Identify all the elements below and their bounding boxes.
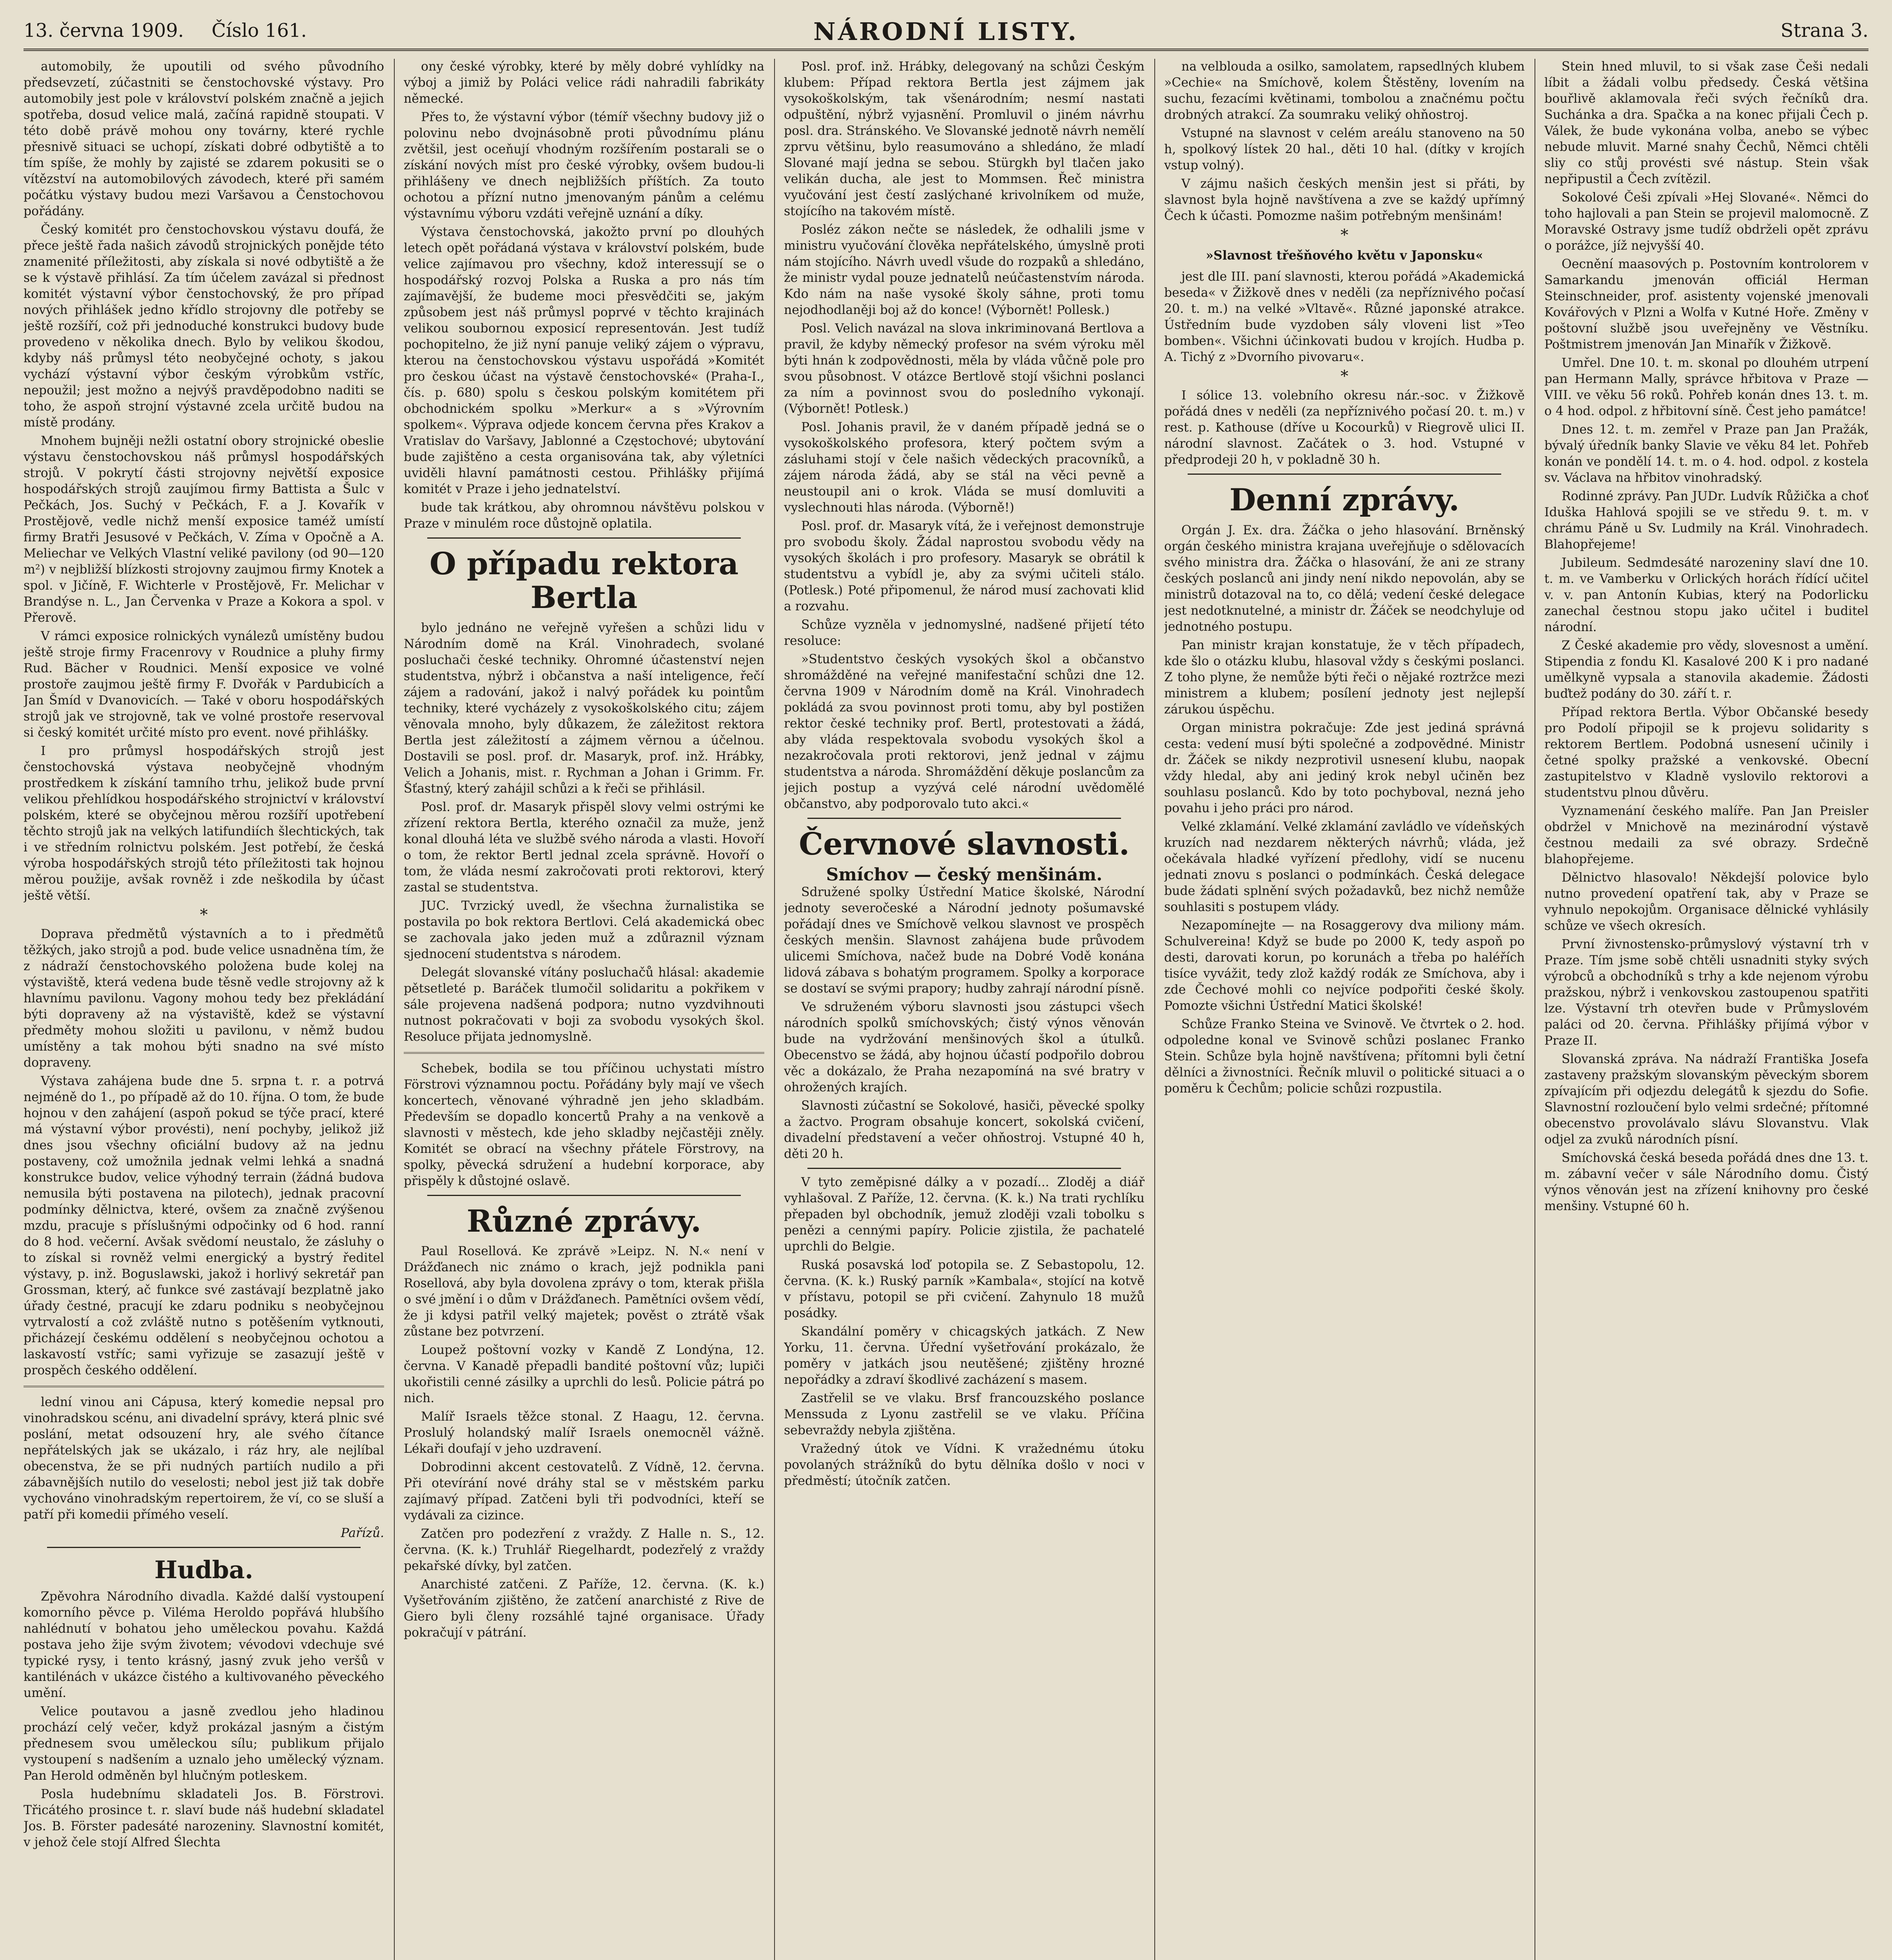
- paragraph: bude tak krátkou, aby ohromnou návštěvu polskou v Praze v minulém roce důstojně oplatila.: [404, 501, 764, 531]
- divider: [47, 1547, 361, 1548]
- divider: [24, 1386, 384, 1387]
- paragraph: ony české výrobky, které by měly dobré vyhlídky na výboj a jimiž by Poláci velice rádi nahradili fabrikáty německé.: [404, 60, 764, 106]
- paragraph: bylo jednáno ne veřejně vyřešen a schůzi lidu v Národním domě na Král. Vinohradech, svolané posluchači české techniky. Ohromné účastenství nejen studentstva, nýbrž i občanstva a naší inteligence, řečí zájem a radování, jakož i nalvý pořádek ku pointům techniky, které vycházely z vysokoškolského citu; zájem věnovala mnoho, byly důkazem, že záležitost rektora Bertla jest záležitostí a zájmem věrnou a účelnou. Dostavili se posl. prof. dr. Masaryk, prof. inž. Hrábky, Velich a Johanis, mist. r. Rychman a Johan i Grimm. Fr. Šťastný, který zahájil schůzi a k řeči se přihlásil.: [404, 621, 764, 796]
- paragraph: Dnes 12. t. m. zemřel v Praze pan Jan Pražák, bývalý úředník banky Slavie ve věku 84 let. Pohřeb konán ve pondělí 14. t. m. o 4. hod. odpol. z kostela sv. Václava na hřbitov vinohradský.: [1544, 423, 1868, 485]
- paragraph: Schůze vyzněla v jednomyslné, nadšené přijetí této resoluce:: [784, 618, 1145, 648]
- divider: [404, 1052, 764, 1054]
- paragraph: Anarchisté zatčeni. Z Paříže, 12. června. (K. k.) Vyšetřováním zjištěno, že zatčení anarchisté z Rive de Giero byli členy rozsáhlé tajné organisace. Úřady pokračují v pátrání.: [404, 1577, 764, 1640]
- paragraph: Sokolové Češi zpívali »Hej Slované«. Němci do toho hajlovali a pan Stein se projevil malomocně. Z Moravské Ostravy jsme tudíž obdrželi opět zprávu o porážce, jíž nejvyšší 40.: [1544, 191, 1868, 253]
- divider: [807, 818, 1121, 819]
- paragraph: Výstava zahájena bude dne 5. srpna t. r. a potrvá nejméně do 1., po případě až do 10. října. O tom, že bude hojnou v den zahájení (aspoň pokud se týče prací, které má výstavní výbor provésti), není pochyby, jelikož již dnes jsou všechny oficiální budovy až na jednu postaveny, což umožnila jednak velmi lehká a snadná konstrukce budov, velice výhodný terrain (žádná budova nemusila býti postavena na pilotech), jednak pracovní podmínky dělnictva, které, ovšem za značně zvýšenou mzdu, pracuje s příslušnými odpočinky od 6 hod. ranní do 8 hod. večerní. Avšak svědomí neustalo, že zásluhy o to získal si rovněž velmi energický a bystrý ředitel výstavy, p. inž. Boguslawski, jakož i horlivý sekretář pan Grossman, který, ač funkce své zastávají bezplatně jako úřady čestné, pracují ke zdaru podniku s neobyčejnou vytrvalostí a což zvláště nutno s potěšením vytknouti, přicházejí českému oddělení s neobyčejnou ochotou a laskavostí vstříc; sami vyřizuje se zasazují ještě v prospěch českého oddělení.: [24, 1074, 384, 1377]
- paragraph: Pan ministr krajan konstatuje, že v těch případech, kde šlo o otázku klubu, hlasoval vždy s českými poslanci. Z toho plyne, že nemůže býti řeči o nějaké roztržce mezi ministrem a klubem; posílení jednoty jest nejlepší zárukou úspěchu.: [1164, 638, 1525, 717]
- paragraph: na velblouda a osilko, samolatem, rapsedlných klubem »Cechie« na Smíchově, kolem Štěstěny, lovením na suchu, fezacími květinami, tombolou a značnému počtu drobných atrakcí. Za soumraku veliký ohňostroj.: [1164, 60, 1525, 122]
- paragraph: Organ ministra pokračuje: Zde jest jediná správná cesta: vedení musí býti společné a zodpovědné. Ministr dr. Žáček se nikdy nezprotivil usnesení klubu, naopak vždy hledal, aby ani jediný krok nebyl učiněn bez souhlasu poslanců. Kdo by toto pochyboval, nezná jeho povahu i jeho práci pro národ.: [1164, 720, 1525, 815]
- section-star-divider: *: [200, 906, 208, 924]
- paragraph: Případ rektora Bertla. Výbor Občanské besedy pro Podolí připojil se k projevu solidarity s rektorem Bertlem. Podobná usnesení učinily i četné spolky pražské a venkovské. Obecní zastupitelstvo v Kladně vyslovilo rektorovi a studentstvu plnou důvěru.: [1544, 705, 1868, 800]
- paragraph: Posléz zákon nečte se následek, že odhalili jsme v ministru vyučování člověka nepřátelského, úmyslně proti nám stojícího. Návrh uvedl všude do rozpaků a shledáno, že ministr vydal pouze jednatelů neúčastenstvím národa. Kdo nám na naše vysoké školy sáhne, proti tomu nejodhodlaněji boj až do konce! (Výbornět! Pollesk.): [784, 223, 1145, 317]
- date-text: 13. června 1909.: [24, 20, 184, 42]
- paragraph: Výstava čenstochovská, jakožto první po dlouhých letech opět pořádaná výstava v království polském, bude velice zajímavou pro všechny, kdož interessují se o hospodářský rozvoj Polska a Ruska a pro nás tím zajímavější, že budeme moci přesvědčiti se, jakým způsobem jest náš průmysl poprvé v těchto krajinách velikou soubornou exposicí representován. Jest tudíž pochopitelno, že již nyní panuje veliký zájem o výpravu, kterou na čenstochovskou výstavu uspořádá »Komitét pro českou účast na výstavě čenstochovské« (Praha-I., čís. p. 680) spolu s českou polským komitétem při obchodnickém spolku »Merkur« a s »Výrovním spolkem«. Výprava odjede koncem června přes Krakov a Vratislav do Varšavy, Jablonné a Częstochové; ubytování bude zajištěno a cesta organisována tak, aby výletníci uviděli hlavní památnosti cestou. Přihlášky přijímá komitét v Praze i jeho jednatelství.: [404, 225, 764, 496]
- paragraph: Z České akademie pro vědy, slovesnost a umění. Stipendia z fondu Kl. Kasalové 200 K i pro nadané umělkyně vypsala a stanovila akademie. Žádosti buďtež podány do 30. září t. r.: [1544, 639, 1868, 701]
- column-rule: [394, 59, 395, 1960]
- paragraph: Vstupné na slavnost v celém areálu stanoveno na 50 h, spolkový lístek 20 hal., děti 10 hal. (dítky v krojích vstup volný).: [1164, 126, 1525, 172]
- paragraph: Zastřelil se ve vlaku. Brsf francouzského poslance Menssuda z Lyonu zastřelil se ve vlaku. Příčina sebevraždy nebyla zjištěna.: [784, 1391, 1145, 1437]
- paragraph: Schebek, bodila se tou příčinou uchystati místro Förstrovi významnou poctu. Pořádány byly mají ve všech koncertech, věnované výhradně jen jeho skladbám. Především se dopadlo koncertů Prahy a na venkově a slavnosti v městech, kde jeho skladby nejčastěji zněly. Komitét se obrací na všechny přátele Förstrovy, na spolky, pěvecká sdružení a hudební korporace, aby přispěly k důstojné oslavě.: [404, 1061, 764, 1188]
- section-title-news: Různé zprávy.: [466, 1203, 702, 1239]
- paragraph: jest dle III. paní slavnosti, kterou pořádá »Akademická beseda« v Žižkově dnes v neděli (za nepříznivého počasí 20. t. m.) na velké »Vltavě«. Různé japonské atrakce. Ústředním bude vyzdoben sály vloveni list »Teo bomben«. Všichni účinkovati budou v krojích. Hudba p. A. Tichý z »Dvorního pivovaru«.: [1164, 270, 1525, 364]
- paragraph: Sdružené spolky Ústřední Matice školské, Národní jednoty severočeské a Národní jednoty pošumavské pořádají dnes ve Smíchově velkou slavnost ve prospěch českých menšin. Slavnost zahájena bude průvodem ulicemi Smíchova, načež bude na Dobré Vodě konána lidová zábava s bohatým programem. Spolky a korporace se dostaví se svými prapory; hudby zahrají národní písně.: [784, 885, 1145, 996]
- paragraph: V rámci exposice rolnických vynálezů umístěny budou ještě stroje firmy Fracenrovy v Roudnice a pluhy firmy Rud. Bächer v Roudnici. Menší exposice ve volné prostoře zaujmou ještě firmy F. Dvořák v Pardubicích a Jan Šmíd v Dvanovicích. — Také v oboru hospodářských strojů jak ve strojovně, tak ve volné prostoře reservoval si český komitét určité místo pro event. nové přihlášky.: [24, 629, 384, 740]
- paragraph: Vyznamenání českého malíře. Pan Jan Preisler obdržel v Mnichově na mezinárodní výstavě čestnou medaili za své obrazy. Srdečně blahopřejeme.: [1544, 804, 1868, 866]
- paragraph: Slavnosti zúčastní se Sokolové, hasiči, pěvecké spolky a žactvo. Program obsahuje koncert, sokolská cvičení, divadelní představení a večer ohňostroj. Vstupné 40 h, děti 20 h.: [784, 1098, 1145, 1161]
- paragraph: Orgán J. Ex. dra. Žáčka o jeho hlasování. Brněnský orgán českého ministra krajana uveřejňuje o sdělovacích svého ministra dra. Žáčka o hlasování, že ani ze strany českých poslanců ani jindy není nikdo nepovolán, aby se ministrů dotazoval na to, co dělá; vedení české delegace jest nedotknutelné, a ministr dr. Žáček se neodchyluje od jednotného postupu.: [1164, 523, 1525, 634]
- paragraph: Posla hudebnímu skladateli Jos. B. Förstrovi. Třicátého prosince t. r. slaví bude náš hudební skladatel Jos. B. Förster padesáté narozeniny. Slavnostní komitét, v jehož čele stojí Alfred Ślechta: [24, 1787, 384, 1850]
- paragraph: Ruská posavská loď potopila se. Z Sebastopolu, 12. června. (K. k.) Ruský parník »Kambala«, stojící na kotvě v přístavu, potopil se při cvičení. Zahynulo 18 mužů posádky.: [784, 1258, 1145, 1320]
- column-rule: [774, 59, 775, 1960]
- paragraph: JUC. Tvrzický uvedl, že všechna žurnalistika se postavila po bok rektora Bertlovi. Celá akademická obec se zachovala jako jeden muž a zdůraznil význam sjednocení studentstva s národem.: [404, 898, 764, 961]
- divider: [807, 1168, 1121, 1169]
- divider: [427, 537, 741, 539]
- column-rule: [1154, 59, 1155, 1960]
- paragraph: Rodinné zprávy. Pan JUDr. Ludvík Růžička a choť Iduška Hahlová spojili se ve středu 9. t. m. v chrámu Páně u Sv. Ludmily na Král. Vinohradech. Blahopřejeme!: [1544, 489, 1868, 552]
- section-star-divider: *: [1341, 367, 1348, 385]
- section-title-bertl: O případu rektora Bertla: [429, 546, 739, 615]
- column-4: [1164, 59, 1525, 1960]
- paragraph: V zájmu našich českých menšin jest si přáti, by slavnost byla hojně navštívena a zve se každý upřímný Čech k účasti. Pomozme našim potřebným menšinám!: [1164, 177, 1525, 223]
- paragraph: Posl. Johanis pravil, že v daném případě jedná se o vysokoškolského profesora, který počtem svým a zásluhami stojí v čele našich vědeckých pracovníků, a zájem národa žádá, aby se stál na věci pevně a neustoupil ani o krok. Vláda se musí domluviti a vyslechnouti hlas národa. (Výborně!): [784, 420, 1145, 515]
- paragraph: Posl. Velich navázal na slova inkriminovaná Bertlova a pravil, že kdyby německý profesor na svém výroku měl býti hnán k zodpovědnosti, měla by vláda vůčně pole pro svou působnost. V otázce Bertlově stojí všichni poslanci za ním a povinnost svou do posledního vykonají. (Výbornět! Potlesk.): [784, 321, 1145, 416]
- paragraph: Oecnění maasových p. Postovním kontrolorem v Samarkandu jmenován officiál Herman Steinschneider, prof. asistenty vojenské jmenovali Kovářových v Plzni a Wolfa v Kutné Hoře. Změny v poštovní službě jsou uveřejněny ve Věstníku. Poštmistrem jmenován Jan Minařík v Žižkově.: [1544, 257, 1868, 352]
- columns-area: [24, 59, 1868, 1960]
- paragraph: I pro průmysl hospodářských strojů jest čenstochovská výstava neobyčejně vhodným prostředkem k získání tamního trhu, jelikož bude první velikou přehlídkou hospodářského strojnictví v království polském, které se obyčejnou měrou rozšíří upotřebení těchto strojů jak na velkých latifundiích šlechtických, tak i ve středním rolnictvu polském. Jest potřebí, že česká výroba hospodářských strojů této příležitosti tak hojnou měrou použije, avšak rovněž i zde neškodila by účast ještě větší.: [24, 744, 384, 903]
- paragraph: lední vinou ani Cápusa, který komedie nepsal pro vinohradskou scénu, ani divadelní správy, která plnic své poslání, metat odsouzení hry, ale svého čítance nepřátelských jak se ukázalo, i ráz hry, ale nejlíbal obecenstva, že se při nudných partiích nudilo a při zábavnějších nutilo do veselosti; nebol jest již tak dobře vychováno vinohradským repertoirem, že ví, co se sluší a patří při komedii přímého veselí.: [24, 1395, 384, 1522]
- paragraph: Zatčen pro podezření z vraždy. Z Halle n. S., 12. června. (K. k.) Truhlář Riegelhardt, podezřelý z vraždy pekařské dívky, byl zatčen.: [404, 1527, 764, 1573]
- divider: [427, 1195, 741, 1196]
- paragraph: »Studentstvo českých vysokých škol a občanstvo shromážděné na veřejné manifestační schůzi dne 12. června 1909 v Národním domě na Král. Vinohradech pokládá za svou povinnost proti tomu, aby byl postižen rektor české techniky prof. Bertl, protestovati a žádá, aby vláda respektovala svobodu vysokých škol a nezakročovala proti rektorovi, jenž jednal v zájmu studentstva a národa. Shromáždění děkuje poslancům za jejich postup a vyzývá celé národní uvědomělé občanstvo, aby podporovalo tuto akci.«: [784, 652, 1145, 811]
- paragraph: Malíř Israels těžce stonal. Z Haagu, 12. června. Proslulý holandský malíř Israels onemocněl vážně. Lékaři doufají v jeho uzdravení.: [404, 1410, 764, 1456]
- paragraph: První živnostensko-průmyslový výstavní trh v Praze. Tím jsme sobě chtěli usnadniti styky svých výrobců a obchodníků s trhy a kde nejenom výrobu pražskou, nýbrž i venkovskou zastoupenou spatřiti lze. Výstavní trh otevřen bude v Průmyslovém paláci od 20. června. Přihlášky přijímá výbor v Praze II.: [1544, 937, 1868, 1048]
- column-5: [1544, 59, 1868, 1960]
- paragraph: Český komitét pro čenstochovskou výstavu doufá, že přece ještě řada našich závodů strojnických ponějde této znamenité příležitosti, aby získala si nové odbytiště a že se k výstavě přihlásí. Za tím účelem zavázal si přednost komitét výstavní výbor čenstochovský, že pro případ nových přihlášek jedno křídlo strojovny dle potřeby se ještě rozšíří, což při jednoduché konstrukci budovy bude provedeno v několika dnech. Bylo by velikou škodou, kdyby náš průmysl této neobyčejné ochoty, s jakou vychází výstavní výbor českým výrobkům vstříc, nepoužil; jest možno a nejvýš pravděpodobno naditi se toho, že aspoň strojní výstavné zcela určitě budou na místě prodány.: [24, 223, 384, 430]
- paragraph: Mnohem bujněji nežli ostatní obory strojnické obeslie výstavu čenstochovskou náš průmysl hospodářských strojů. V pokrytí části strojovny největší exposice hospodářských strojů zaujímou firmy Battista a Šulc v Pečkách, Jos. Suchý v Pečkách, F. a J. Kovařík v Prostějově, vedle nichž menší exposice taméž umístí firmy Bratři Jesusové v Pečkách, V. Zíma v Opočně a A. Meliechar ve Velkých Vlastní veliké pavilony (od 90—120 m²) v nejbližší blízkosti strojovny zaujmou firmy Knotek a spol. v Jičíně, F. Wichterle v Prostějově, Fr. Melichar v Brandýse n. L., Jan Červenka v Praze a Kokora a spol. v Přerově.: [24, 434, 384, 625]
- paragraph: Nezapomínejte — na Rosaggerovy dva miliony mám. Schulvereina! Když se bude po 2000 K, tedy aspoň po desti, darovati korun, po korunách a třeba po haléřích tisíce vyvážit, tedy zlož každý rodák ze Smíchova, aby i zde Čechové mohli co nejvíce podpořiti české školy. Pomozte všichni Ústřední Matici školské!: [1164, 918, 1525, 1013]
- paragraph: automobily, že upoutili od svého původního předsevzetí, zúčastniti se čenstochovské výstavy. Pro automobily jest pole v království polském značně a jejich spotřeba, dosud velice malá, začíná rapidně stoupati. V této době právě mohou ony továrny, které rychle přesnivě situaci se uchopí, získati dobré odbytiště a to tím spíše, že mohly by zajisté se zdarem pokusiti se o vítězství na automobilových závodech, které při samém počátku výstavy budou mezi Varšavou a Čenstochovou pořádány.: [24, 60, 384, 218]
- paragraph: Posl. prof. inž. Hrábky, delegovaný na schůzi Českým klubem: Případ rektora Bertla jest zájmem jak vysokoškolským, tak všenárodním; nesmí nastati odpuštění, nýbrž vyjasnění. Promluvil o jiném návrhu posl. dra. Stránského. Ve Slovanské jednotě návrh nemělí zprvu většinu, bylo reasumováno a shledáno, že mladí Slované mají jedna se sebou. Stürgkh byl tlačen jako velikán ducha, ale jest to Mommsen. Řeč ministra vyučování jest čestí zaslýchané krivolníkem od muže, stojícího na takovém místě.: [784, 60, 1145, 218]
- paragraph: Ve sdruženém výboru slavnosti jsou zástupci všech národních spolků smíchovských; čistý výnos věnován bude na vydržování menšinových škol a útulků. Obecenstvo se žádá, aby hojnou účastí podpořilo dobrou věc a dokázalo, že Praha nezapomíná na své bratry v ohrožených krajích.: [784, 1000, 1145, 1094]
- paragraph: Loupež poštovní vozky v Kandě Z Londýna, 12. června. V Kanadě přepadli bandité poštovní vůz; lupiči ukořistili cenné zásilky a uprchli do lesů. Policie pátrá po nich.: [404, 1343, 764, 1406]
- paragraph: Umřel. Dne 10. t. m. skonal po dlouhém utrpení pan Hermann Mally, správce hřbitova v Praze — VIII. ve věku 56 roků. Pohřeb konán dnes 13. t. m. o 4 hod. odpol. z hřbitovní síně. Čest jeho památce!: [1544, 356, 1868, 418]
- paragraph: Dobrodinni akcent cestovatelů. Z Vídně, 12. června. Při otevírání nové dráhy stal se v městském parku zajímavý případ. Zatčeni byli tři podvodníci, kteří se vydávali za cizince.: [404, 1460, 764, 1523]
- subsection-title: Smíchov — český menšinám.: [826, 864, 1103, 885]
- paragraph: Schůze Franko Steina ve Svinově. Ve čtvrtek o 2. hod. odpoledne konal ve Svinově schůzi poslanec Franko Stein. Schůze byla hojně navštívena; přítomni byli četní dělníci a živnostníci. Řečník mluvil o politické situaci a o poměru k Čechům; policie schůzi rozpustila.: [1164, 1017, 1525, 1096]
- column-2: [404, 59, 764, 1960]
- column-3: [784, 59, 1145, 1960]
- paragraph: Delegát slovanské vítány posluchačů hlásal: akademie pětsetleté p. Baráček tlumočil solidaritu a pokřikem v sále projevena nadšená podpora; nutno vyzdvihnouti nutnost pokračovati v boji za svobodu vysokých škol. Resoluce přijata jednomyslně.: [404, 965, 764, 1044]
- issue-number: Číslo 161.: [211, 20, 307, 42]
- paragraph: Vražedný útok ve Vídni. K vražednému útoku povolaných strážníků do bytu dělníka došlo v noci v předměstí; útočník zatčen.: [784, 1441, 1145, 1488]
- notice-block: [1164, 247, 1525, 263]
- section-title-denni-zpravy: Denní zprávy.: [1229, 482, 1460, 518]
- paragraph: Posl. prof. dr. Masaryk vítá, že i veřejnost demonstruje pro svobodu školy. Žádal naprostou svobodu vědy na vysokých školách i pro profesory. Masaryk se obrátil k studentstvu a vybídl je, aby za svými učiteli stálo. (Potlesk.) Poté připomenul, že národ musí zachovati klid a rozvahu.: [784, 519, 1145, 613]
- paragraph: Skandální poměry v chicagských jatkách. Z New Yorku, 11. června. Úřední vyšetřování prokázalo, že poměry v jatkách jsou neutěšené; zjištěny hrozné nepořádky a zdraví škodlivé zacházení s masem.: [784, 1324, 1145, 1387]
- masthead: NÁRODNÍ LISTY.: [813, 17, 1079, 46]
- paragraph: Posl. prof. dr. Masaryk přispěl slovy velmi ostrými ke zřízení rektora Bertla, kterého označil za muže, jenž konal dlouhá léta ve službě svého národa a vlasti. Hovoří o tom, že rektor Bertl jednal zcela správně. Hovoří o tom, že vláda nesmí zakročovati proti rektorovi, který zastal se studentstva.: [404, 800, 764, 895]
- paragraph: I sólice 13. volebního okresu nár.-soc. v Žižkově pořádá dnes v neděli (za nepříznivého počasí 20. t. m.) v rest. p. Kathouse (dříve u Kocourků) v Riegrově ulici II. národní slavnost. Začátek o 3. hod. Vstupné v předprodeji 20 h, v pokladně 30 h.: [1164, 388, 1525, 467]
- paragraph: Přes to, že výstavní výbor (témíř všechny budovy již o polovinu nebo dvojnásobně proti původnímu plánu zvětšil, jest oceňují vhodným rozšířením postarali se o získání nových míst pro české výrobky, ovšem budou-li přihlášeny ve dnech nejbližších příštích. Za touto ochotou a přízní nutno jmenovaným pánům a celému výstavnímu výboru vzdáti veřejně uznání a díky.: [404, 110, 764, 221]
- divider: [1188, 474, 1501, 475]
- page-number: Strana 3.: [1780, 20, 1868, 42]
- paragraph: Jubileum. Sedmdesáté narozeniny slaví dne 10. t. m. ve Vamberku v Orlických horách řídící učitel v. v. pan Antonín Kubias, který na Podorlicku zanechal čestnou stopu jako učitel i buditel národní.: [1544, 556, 1868, 634]
- notice-title: »Slavnost třešňového květu v Japonsku«: [1206, 248, 1483, 263]
- paragraph: Dělnictvo hlasovalo! Někdejší polovice bylo nutno provedení opatření tak, aby v Praze se vyhnulo nepokojům. Organisace dělnické vyhlásily schůze ve všech okresích.: [1544, 871, 1868, 933]
- section-title-music: Hudba.: [154, 1555, 254, 1584]
- paragraph: Zpěvohra Národního divadla. Každé další vystoupení komorního pěvce p. Viléma Heroldo popřává hlubšího nahlédnutí v bohatou jeho uměleckou povahu. Každá postava jeho žije svým životem; vévodovi vdechuje své typické rysy, i tento krásný, jasný zvuk jeho veršů v kantilénách v ukázce čistého a kultivovaného pěveckého umění.: [24, 1590, 384, 1700]
- column-1: [24, 59, 384, 1960]
- paragraph: Velké zklamání. Velké zklamání zavládlo ve vídeňských kruzích nad nezdarem některých návrhů; vláda, jež očekávala hladké vyřízení předlohy, vidí se nucenu jednati znovu s poslanci o podmínkách. Česká delegace bude žádati splnění svých požadavků, bez nichž nemůže souhlasiti s postupem vlády.: [1164, 819, 1525, 914]
- signature: Pařízů.: [341, 1526, 384, 1540]
- paragraph: Paul Rosellová. Ke zprávě »Leipz. N. N.« není v Drážďanech nic známo o krach, jejž podnikla pani Rosellová, aby byla dovolena zprávy o tom, kterak přišla o své jmění i o dům v Drážďanech. Pamětníci ovšem vědí, že ji kdysi patřil velký majetek; pověst o ztrátě však zůstane bez potvrzení.: [404, 1244, 764, 1339]
- paragraph: Slovanská zpráva. Na nádraží Františka Josefa zastaveny pražským slovanským pěveckým sborem zpívajícím při odjezdu delegátů k sjezdu do Sofie. Slavnostní rozloučení bylo velmi srdečné; přítomné obecenstvo provolávalo slávu Slovanstvu. Vlak odjel za zvuků národních písní.: [1544, 1052, 1868, 1147]
- paragraph: Smíchovská česká beseda pořádá dnes dne 13. t. m. zábavní večer v sále Národního domu. Čistý výnos věnován jest na zřízení knihovny pro české menšiny. Vstupné 60 h.: [1544, 1151, 1868, 1213]
- page-header: [24, 17, 1868, 51]
- paragraph: Doprava předmětů výstavních a to i předmětů těžkých, jako strojů a pod. bude velice usnadněna tím, že z nádraží čenstochovského položena bude kolej na výstaviště, která vedena bude těsně vedle strojovny až k hlavnímu pavilonu. Vagony mohou tedy bez překládání býti dopraveny až na výstaviště, kdež se výstavní předměty mohou složiti u pavilonu, v němž budou umístěny a tak mohou býti snadno na své místo dopraveny.: [24, 927, 384, 1070]
- section-star-divider: *: [1341, 226, 1348, 244]
- paragraph: Stein hned mluvil, to si však zase Češi nedali líbit a žádali volbu předsedy. Česká většina bouřlivě aklamovala řeči svých řečníků dra. Suchánka a dra. Spačka a na konec přijali Čech p. Válek, že bude vykonána volba, anebo se výbec nebude mluvit. Marné snahy Čechů, Němci chtěli sliy co stůj provésti své nástup. Stein však nepřipustil a Čech zvítězil.: [1544, 60, 1868, 186]
- paragraph: V tyto zeměpisné dálky a v pozadí... Zloděj a diář vyhlašoval. Z Paříže, 12. června. (K. k.) Na trati rychlíku přepaden byl obchodník, jemuž zloději vzali tobolku s penězi a cennými papíry. Policie zjistila, že pachatelé uprchli do Belgie.: [784, 1175, 1145, 1254]
- section-title-slavnosti: Červnové slavnosti.: [799, 826, 1130, 862]
- paragraph: Velice poutavou a jasně zvedlou jeho hladinou prochází celý večer, když prokázal jasným a čistým přednesem svou uměleckou sílu; publikum přijalo vystoupení s nadšením a uznalo jeho umělecký význam. Pan Herold odměněn byl hlučným potleskem.: [24, 1704, 384, 1783]
